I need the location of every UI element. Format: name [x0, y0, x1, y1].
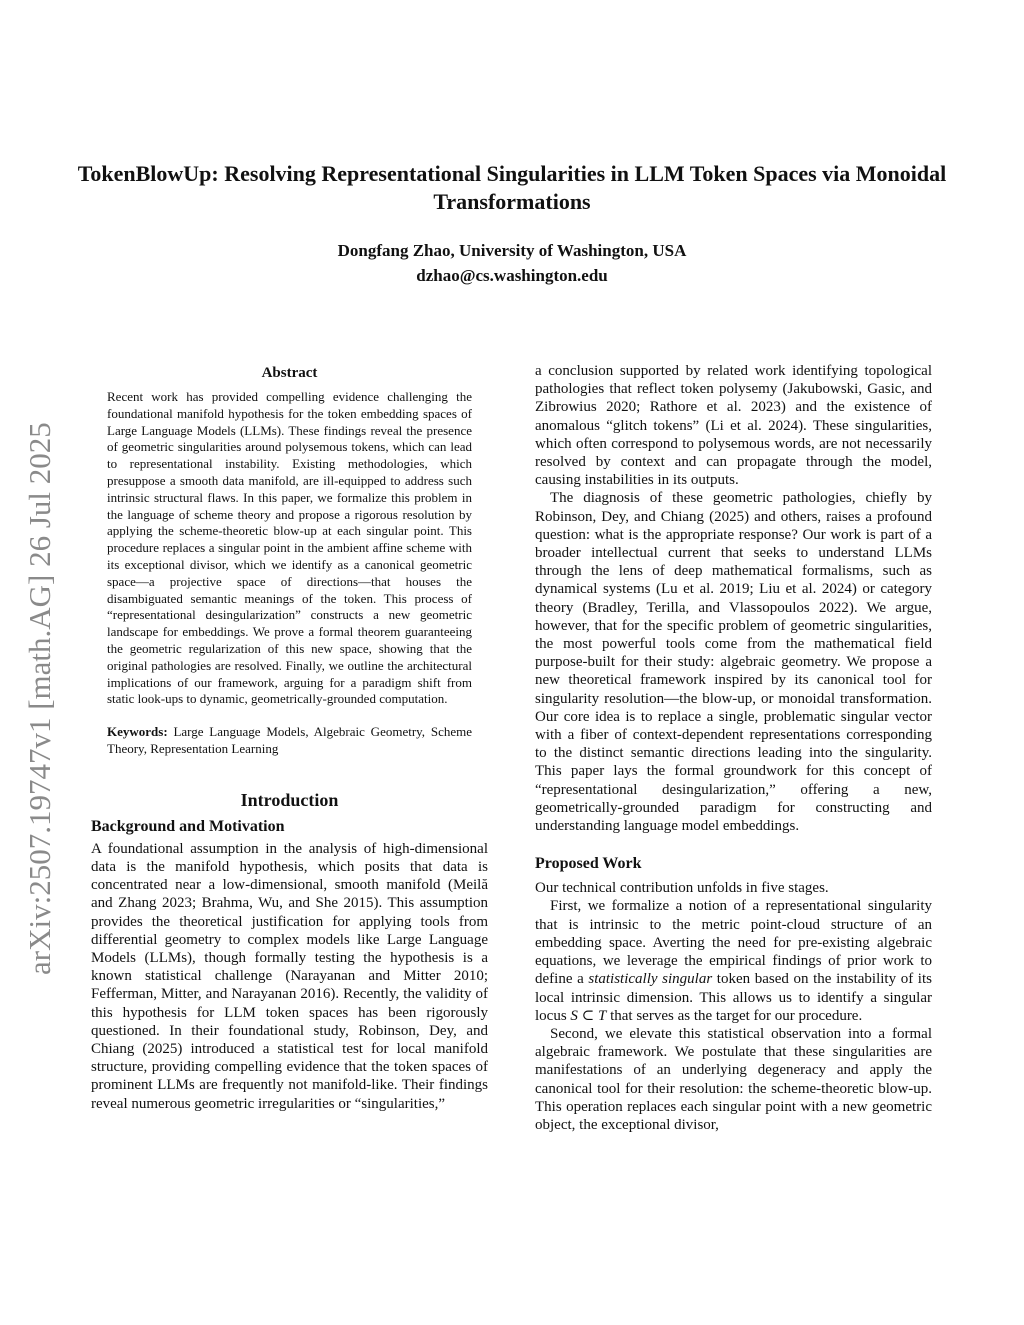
- author-email: dzhao@cs.washington.edu: [416, 266, 608, 285]
- subsection-heading-proposed-work: Proposed Work: [535, 855, 642, 873]
- author-block: [60, 238, 964, 288]
- section-heading-introduction: Introduction: [240, 789, 339, 810]
- right-column: [535, 362, 932, 1134]
- proposed-work-first-stage: First, we formalize a notion of a representational singularity that is intrinsic to the metric point-cloud structure of an embedding space. Averting the need for pre-existing algebraic equations, we leverage the empirical findings of prior work to define a statistically singular token based on the instability of its local intrinsic dimension. This allows us to identify a singular locus S ⊂ T that serves as the target for our procedure.: [535, 898, 932, 1024]
- keywords: [107, 724, 472, 758]
- proposed-work-intro: Our technical contribution unfolds in five stages.: [535, 880, 829, 897]
- paper-title: TokenBlowUp: Resolving Representational Singularities in LLM Token Spaces via Monoidal Transformations: [77, 161, 947, 214]
- math-T: T: [598, 1007, 607, 1024]
- arxiv-stamp: arXiv:2507.19747v1 [math.AG] 26 Jul 2025: [22, 422, 57, 975]
- math-S: S: [570, 1007, 578, 1024]
- abstract-text: Recent work has provided compelling evidence challenging the foundational manifold hypothesis for the token embedding spaces of Large Language Models (LLMs). These findings reveal the presence of geometric singularities around polysemous tokens, which can lead to representational instability. Existing methodologies, which presuppose a smooth data manifold, are ill-equipped to address such intrinsic structural flaws. In this paper, we formalize this problem in the language of scheme theory and propose a rigorous resolution by applying the scheme-theoretic blow-up at each singular point. This procedure replaces a singular point in the ambient affine scheme with its exceptional divisor, which we identify as a canonical geometric space—a projective space of directions—that houses the disambiguated semantic meanings of the token. This process of “representational desingularization” constructs a new geometric landscape for embeddings. We prove a formal theorem guaranteeing the geometric regularization of this new space, showing that the original pathologies are resolved. Finally, we outline the architectural implications of our framework, arguing for a paradigm shift from static look-ups to dynamic, geometrically-grounded computation.: [107, 389, 472, 707]
- subsection-heading-background: Background and Motivation: [91, 817, 285, 835]
- math-subset-symbol: ⊂: [577, 1007, 598, 1024]
- intro-paragraph-1-continued: a conclusion supported by related work identifying topological pathologies that reflect token polysemy (Jakubowski, Gasic, and Zibrowius 2020; Rathore et al. 2023) and the existence of anomalous “glitch tokens” (Li et al. 2024). These singularities, which often correspond to polysemous words, are not necessarily resolved by context and can propagate through the model, causing instabilities in its outputs.: [535, 363, 932, 489]
- proposed-work-second-stage: Second, we elevate this statistical observation into a formal algebraic framework. We postulate that these singularities are manifestations of an underlying degeneracy and apply the canonical tool for their resolution: the scheme-theoretic blow-up. This operation replaces each singular point with a new geometric object, the exceptional divisor,: [535, 1025, 932, 1133]
- abstract-heading: Abstract: [261, 365, 318, 381]
- intro-paragraph-2: The diagnosis of these geometric pathologies, chiefly by Robinson, Dey, and Chiang (2025) and others, raises a profound question: what is the appropriate response? Our work is part of a broader intellectual current that seeks to understand LLMs through the lens of deep mathematical formalisms, such as dynamical systems (Lu et al. 2019; Liu et al. 2024) or category theory (Bradley, Terilla, and Vlassopoulos 2022). We argue, however, that for the specific problem of geometric singularities, the most powerful tools come from the mathematical field purpose-built for their study: algebraic geometry. We propose a new theoretical framework inspired by its canonical tool for singularity resolution—the blow-up, or monoidal transformation. Our core idea is to replace a single, problematic singular vector with a fiber of context-dependent representations corresponding to the distinct semantic directions leading into the singularity. This paper lays the formal groundwork for this concept of “representational desingularization,” offering a new, geometrically-grounded paradigm for constructing and understanding language model embeddings.: [535, 490, 932, 835]
- author-line: Dongfang Zhao, University of Washington, USA: [337, 241, 687, 260]
- keywords-label: Keywords:: [107, 724, 168, 740]
- keywords-text: Large Language Models, Algebraic Geometry, Scheme Theory, Representation Learning: [107, 724, 472, 756]
- intro-paragraph-1: A foundational assumption in the analysis of high-dimensional data is the manifold hypothesis, which posits that data is concentrated near a low-dimensional, smooth manifold (Meilă and Zhang 2023; Brahma, Wu, and She 2015). This assumption provides the theoretical justification for applying tools from differential geometry to complex models like Large Language Models (LLMs), though formally testing the hypothesis is a known statistical challenge (Narayanan and Mitter 2010; Fefferman, Mitter, and Narayanan 2016). Recently, the validity of this hypothesis for LLM token spaces has been rigorously questioned. In their foundational study, Robinson, Dey, and Chiang (2025) introduced a statistical test for local manifold structure, providing compelling evidence that the token spaces of prominent LLMs are frequently not manifold-like. Their findings reveal numerous geometric irregularities or “singularities,”: [91, 840, 488, 1112]
- emphasis-statistically-singular: statistically singular: [588, 971, 713, 988]
- left-column: [91, 362, 488, 1113]
